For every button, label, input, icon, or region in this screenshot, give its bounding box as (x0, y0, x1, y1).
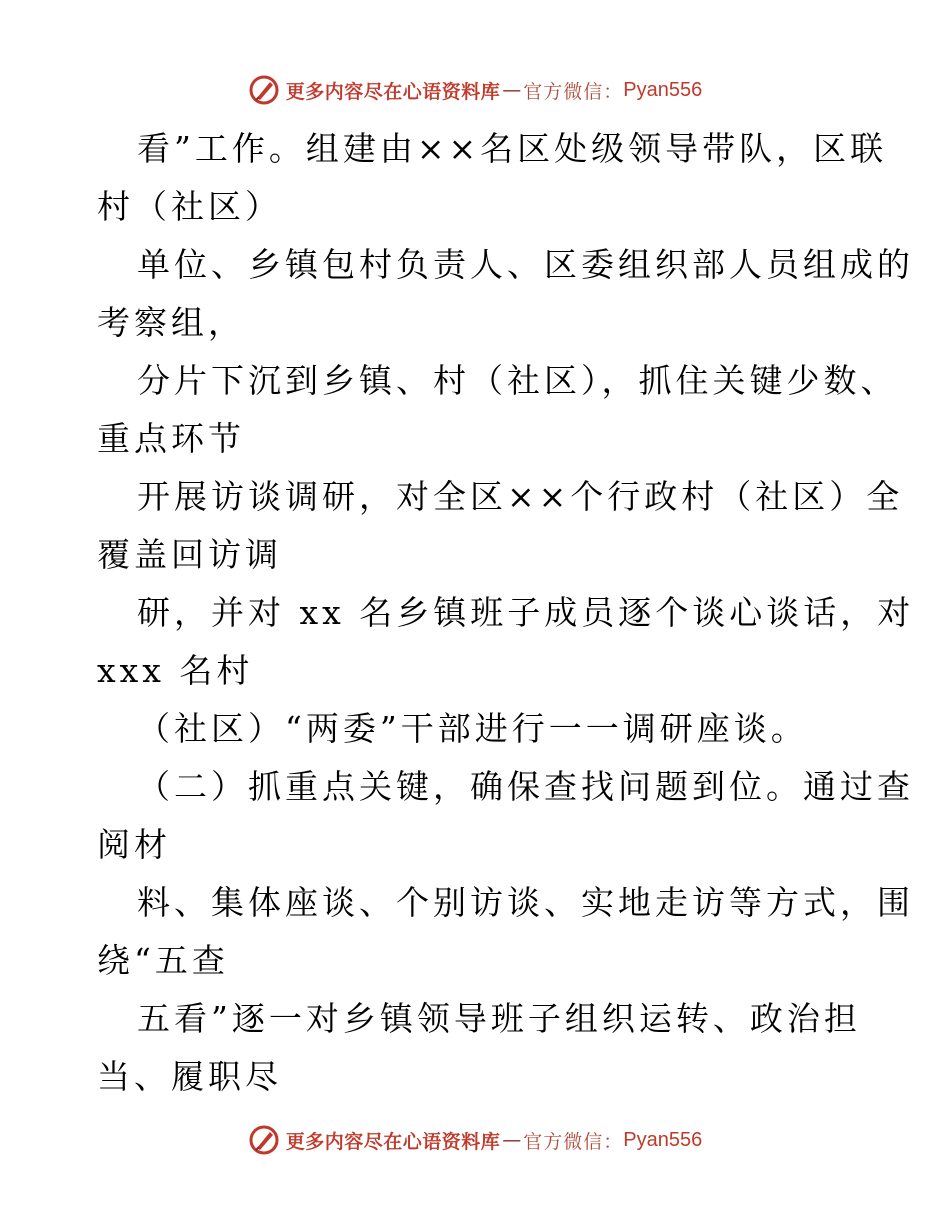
text-line: 重点环节 (97, 419, 245, 458)
document-body (97, 120, 915, 1106)
text-line: 料、集体座谈、个别访谈、实地走访等方式，围 (137, 883, 914, 922)
text-line: 村（社区） (97, 187, 282, 226)
banner-wechat-id: Pyan556 (623, 1128, 703, 1151)
banner-dash: — (502, 79, 522, 101)
text-line: 覆盖回访调 (97, 535, 282, 574)
text-line: 看”工作。组建由××名区处级领导带队，区联 (137, 129, 888, 168)
feather-pen-logo-icon (248, 74, 280, 106)
text-line: 阅材 (97, 825, 171, 864)
text-line: 分片下沉到乡镇、村（社区），抓住关键少数、 (137, 361, 898, 400)
banner-wechat-id: Pyan556 (623, 78, 703, 101)
text-line: 五看”逐一对乡镇领导班子组织运转、政治担 (137, 999, 861, 1038)
feather-pen-logo-icon (248, 1124, 280, 1156)
text-line: （二）抓重点关键，确保查找问题到位。通过查 (137, 767, 914, 806)
banner-wechat-label: 官方微信： (523, 80, 624, 103)
text-line: 研，并对 xx 名乡镇班子成员逐个谈心谈话，对 (137, 593, 915, 632)
header-banner (0, 70, 950, 110)
footer-banner (0, 1120, 950, 1160)
banner-brand-text: 更多内容尽在心语资料库 (285, 1130, 501, 1153)
banner-wechat-label: 官方微信： (523, 1130, 624, 1153)
text-line: 开展访谈调研，对全区××个行政村（社区）全 (137, 477, 904, 516)
text-line: xxx 名村 (97, 651, 254, 690)
banner-brand-text: 更多内容尽在心语资料库 (285, 80, 501, 103)
text-line: 当、履职尽 (97, 1057, 282, 1096)
text-line: 绕“五查 (97, 941, 229, 980)
text-line: 单位、乡镇包村负责人、区委组织部人员组成的 (137, 245, 914, 284)
text-line: 考察组， (97, 303, 245, 342)
banner-dash: — (502, 1129, 522, 1151)
text-line: （社区）“两委”干部进行一一调研座谈。 (137, 709, 808, 748)
